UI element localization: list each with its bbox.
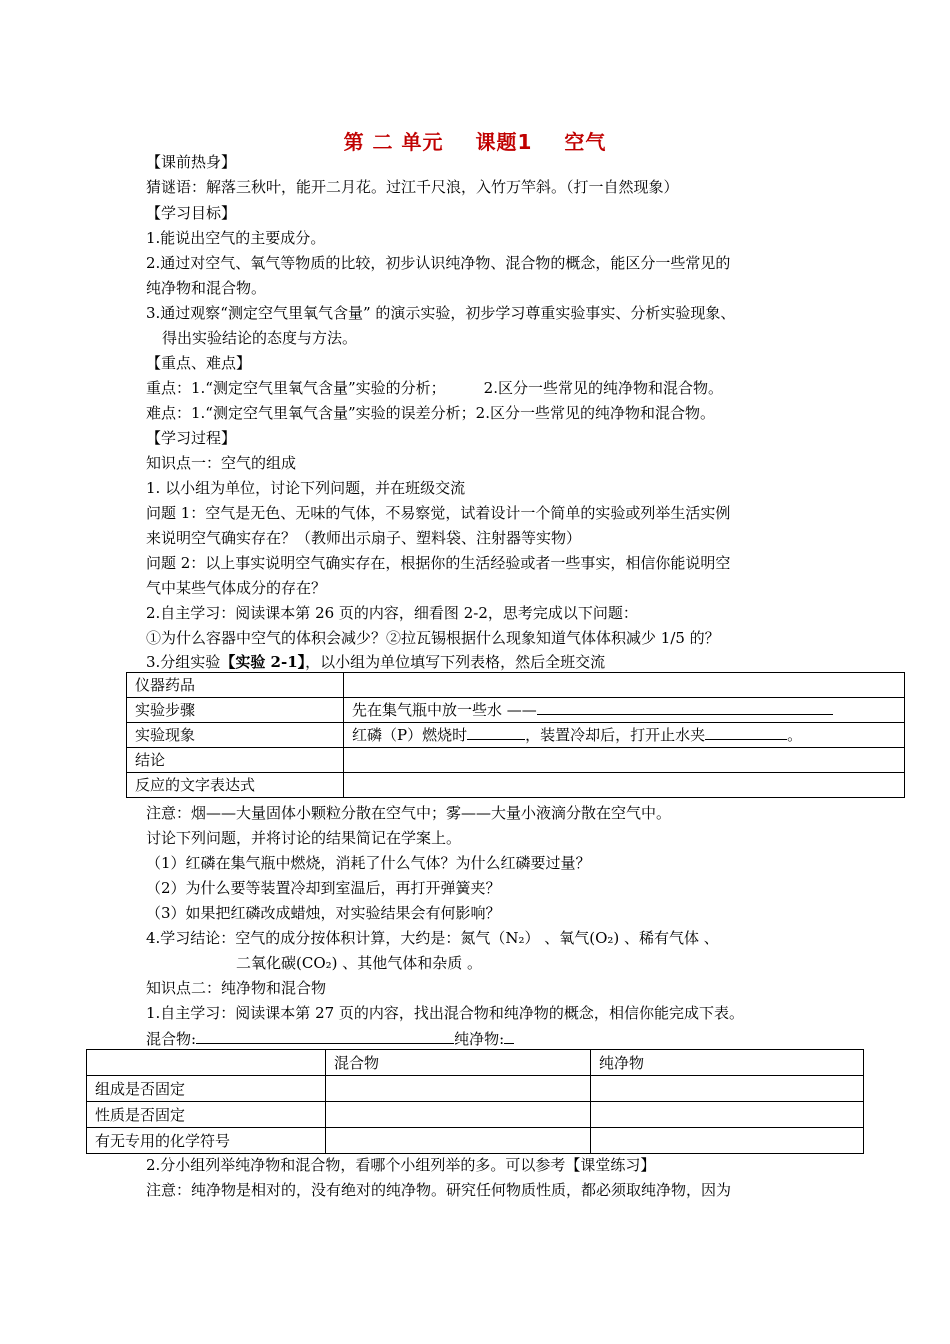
experiment-label: 【实验 2-1】 [220, 653, 306, 671]
header-empty [87, 1050, 326, 1076]
discuss-3: （3）如果把红磷改成蜡烛，对实验结果会有何影响？ [146, 904, 501, 922]
table-row [127, 773, 905, 798]
conclusion-b: 二氧化碳(CO₂) 、其他气体和杂质 。 [236, 954, 483, 972]
blank-burning[interactable] [467, 724, 525, 740]
table-row [87, 1102, 864, 1128]
keypoints-heading: 【重点、难点】 [146, 354, 252, 372]
cell-pure-symbol[interactable] [591, 1128, 864, 1154]
cell-pure-property[interactable] [591, 1102, 864, 1128]
row-label-equation: 反应的文字表达式 [127, 773, 344, 798]
sub-questions: ①为什么容器中空气的体积会减少？②拉瓦锡根据什么现象知道气体体积减少 1/5 的？ [146, 629, 720, 647]
blank-water-clip[interactable] [705, 724, 787, 740]
keypoint-2: 2.区分一些常见的纯净物和混合物。 [483, 379, 723, 397]
page-title [0, 126, 950, 155]
conclusion-a: 4.学习结论：空气的成分按体积计算，大约是：氮气（N₂） 、氧气(O₂) 、稀有气体 、 [146, 929, 719, 947]
cell-equipment[interactable] [344, 673, 905, 698]
cell-pure-composition[interactable] [591, 1076, 864, 1102]
knowledge-1-item1: 1. 以小组为单位，讨论下列问题，并在班级交流 [146, 479, 466, 497]
header-mixture: 混合物 [326, 1050, 591, 1076]
cell-mixture-property[interactable] [326, 1102, 591, 1128]
row-label-phenomenon: 实验现象 [127, 723, 344, 748]
process-heading: 【学习过程】 [146, 429, 237, 447]
note-smoke-fog: 注意：烟——大量固体小颗粒分散在空气中；雾——大量小液滴分散在空气中。 [146, 804, 672, 822]
table-row [127, 673, 905, 698]
warmup-heading: 【课前热身】 [146, 153, 237, 171]
question-2a: 问题 2：以上事实说明空气确实存在，根据你的生活经验或者一些事实，相信你能说明空 [146, 554, 731, 572]
keypoint-line [146, 378, 723, 398]
discuss-intro: 讨论下列问题，并将讨论的结果简记在学案上。 [146, 829, 462, 847]
title-unit: 第 二 单元 [343, 130, 444, 154]
cell-phenomenon[interactable]: 红磷（P）燃烧时 ，装置冷却后，打开止水夹 。 [344, 723, 905, 748]
question-2b: 气中某些气体成分的存在？ [146, 579, 327, 597]
cell-mixture-composition[interactable] [326, 1076, 591, 1102]
objective-2a: 2.通过对空气、氧气等物质的比较，初步认识纯净物、混合物的概念，能区分一些常见的 [146, 254, 731, 272]
mixture-label: 混合物: [146, 1030, 197, 1048]
knowledge-1-title: 知识点一：空气的组成 [146, 454, 297, 472]
row-label-equipment: 仪器药品 [127, 673, 344, 698]
table-row [127, 723, 905, 748]
blank-steps[interactable] [537, 699, 833, 715]
row-label-symbol: 有无专用的化学符号 [87, 1128, 326, 1154]
footer-item-2: 2.分小组列举纯净物和混合物，看哪个小组列举的多。可以参考【课堂练习】 [146, 1156, 656, 1174]
self-study-1: 2.自主学习：阅读课本第 26 页的内容，细看图 2-2，思考完成以下问题： [146, 604, 638, 622]
row-label-property: 性质是否固定 [87, 1102, 326, 1128]
question-1a: 问题 1：空气是无色、无味的气体，不易察觉，试着设计一个简单的实验或列举生活实例 [146, 504, 731, 522]
discuss-2: （2）为什么要等装置冷却到室温后，再打开弹簧夹？ [146, 879, 501, 897]
keypoint-1: 重点：1.“测定空气里氧气含量”实验的分析； [146, 379, 446, 397]
definition-line [146, 1028, 514, 1049]
cell-equation[interactable] [344, 773, 905, 798]
title-topic: 空气 [564, 130, 607, 154]
pure-label: 纯净物: [454, 1030, 505, 1048]
objectives-heading: 【学习目标】 [146, 204, 237, 222]
row-label-steps: 实验步骤 [127, 698, 344, 723]
footer-note: 注意：纯净物是相对的，没有绝对的纯净物。研究任何物质性质，都必须取纯净物，因为 [146, 1181, 732, 1199]
knowledge-2-title: 知识点二：纯净物和混合物 [146, 979, 327, 997]
difficulty-line: 难点：1.“测定空气里氧气含量”实验的误差分析；2.区分一些常见的纯净物和混合物。 [146, 404, 715, 422]
table-row [127, 698, 905, 723]
table-row [87, 1050, 864, 1076]
warmup-riddle: 猜谜语：解落三秋叶，能开二月花。过江千尺浪，入竹万竿斜。（打一自然现象） [146, 178, 679, 196]
title-lesson: 课题1 [475, 130, 533, 154]
experiment-table [126, 672, 905, 798]
cell-mixture-symbol[interactable] [326, 1128, 591, 1154]
blank-mixture-definition[interactable] [196, 1028, 454, 1044]
comparison-table [86, 1049, 864, 1154]
discuss-1: （1）红磷在集气瓶中燃烧，消耗了什么气体？为什么红磷要过量？ [146, 854, 591, 872]
objective-3a: 3.通过观察“测定空气里氧气含量” 的演示实验，初步学习尊重实验事实、分析实验现象、 [146, 304, 736, 322]
question-1b: 来说明空气确实存在？（教师出示扇子、塑料袋、注射器等实物） [146, 529, 582, 547]
table-row [127, 748, 905, 773]
row-label-composition: 组成是否固定 [87, 1076, 326, 1102]
objective-2b: 纯净物和混合物。 [146, 279, 267, 297]
table-row [87, 1076, 864, 1102]
experiment-intro: 3.分组实验【实验 2-1】，以小组为单位填写下列表格，然后全班交流 [146, 653, 606, 671]
self-study-2: 1.自主学习：阅读课本第 27 页的内容，找出混合物和纯净物的概念，相信你能完成下表。 [146, 1004, 744, 1022]
header-pure: 纯净物 [591, 1050, 864, 1076]
cell-conclusion[interactable] [344, 748, 905, 773]
objective-1: 1.能说出空气的主要成分。 [146, 229, 326, 247]
blank-pure-definition[interactable] [504, 1028, 514, 1044]
row-label-conclusion: 结论 [127, 748, 344, 773]
cell-steps[interactable]: 先在集气瓶中放一些水 —— [344, 698, 905, 723]
objective-3b: 得出实验结论的态度与方法。 [162, 329, 358, 347]
table-row [87, 1128, 864, 1154]
